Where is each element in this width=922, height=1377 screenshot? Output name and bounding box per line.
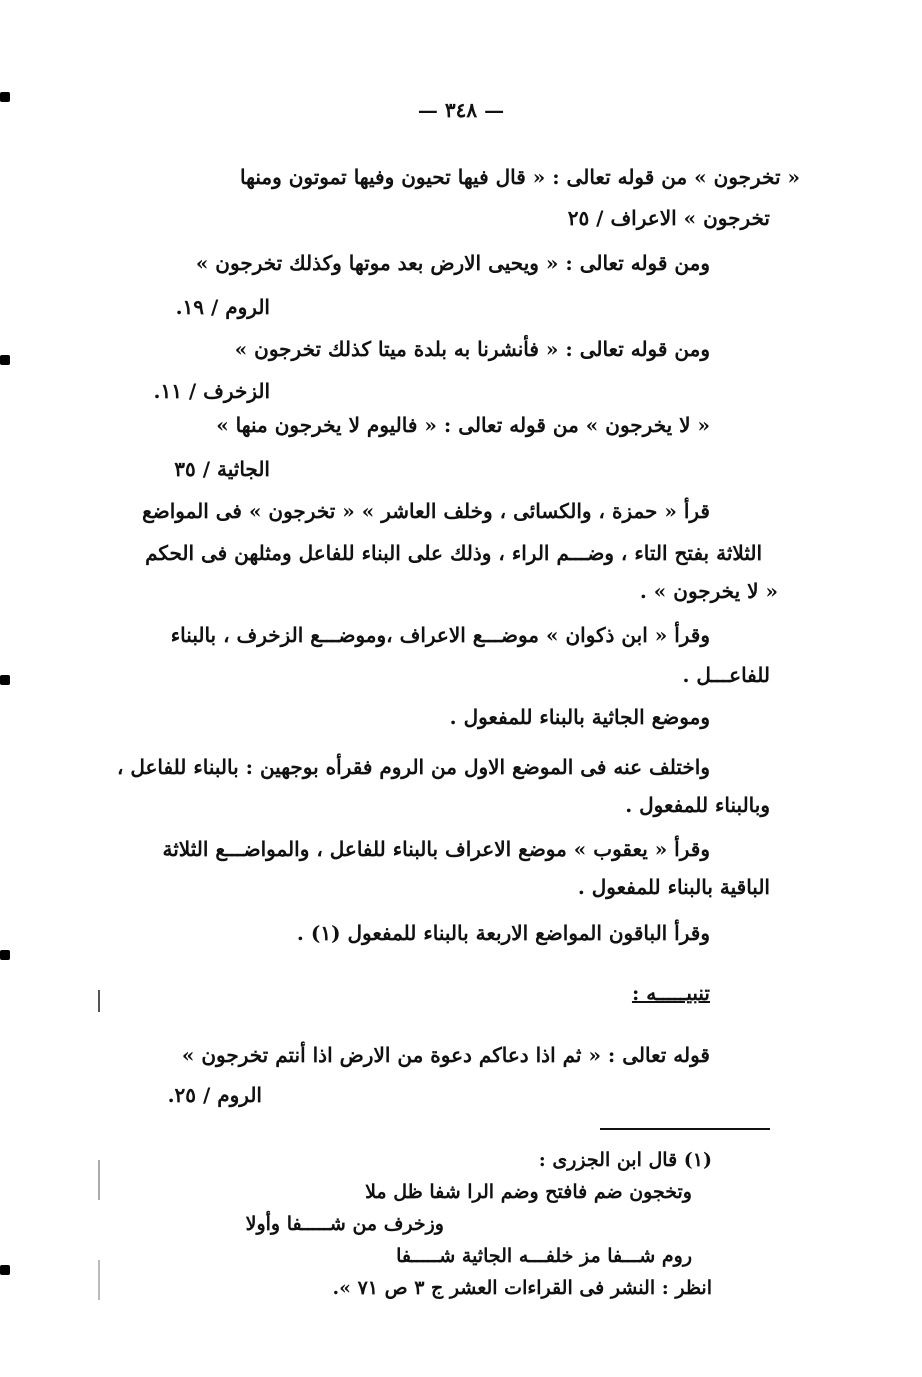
- scan-tick: [98, 1160, 100, 1200]
- text-line-14: وموضع الجاثية بالبناء للمفعول .: [449, 705, 710, 729]
- text-line-2: تخرجون » الاعراف / ٢٥: [567, 206, 770, 230]
- text-line-5: ومن قوله تعالى : « فأنشرنا به بلدة ميتا كذلك تخرجون »: [234, 337, 710, 361]
- footnote-line-5: انظر : النشر فى القراءات العشر ج ٣ ص ٧١ ».: [332, 1277, 712, 1299]
- footnote-separator: [600, 1128, 770, 1130]
- text-line-8: الجاثية / ٣٥: [174, 457, 270, 481]
- scan-mark: [0, 92, 10, 102]
- scan-tick: [98, 1260, 100, 1300]
- text-line-4: الروم / ١٩.: [175, 295, 270, 319]
- scan-mark: [0, 950, 10, 960]
- text-line-15: واختلف عنه فى الموضع الاول من الروم فقرأه بوجهين : بالبناء للفاعل ،: [116, 755, 710, 779]
- scan-mark: [0, 1265, 10, 1275]
- footnote-line-3: وزخرف من شـــــفا وأولا: [245, 1213, 444, 1235]
- text-line-18: الباقية بالبناء للمفعول .: [577, 875, 770, 899]
- text-line-21: الروم / ٢٥.: [167, 1083, 262, 1107]
- footnote-line-2: وتخجون ضم فافتح وضم الرا شفا ظل ملا: [365, 1181, 692, 1203]
- text-line-10: الثلاثة بفتح التاء ، وضـــم الراء ، وذلك على البناء للفاعل ومثلهن فى الحكم: [145, 541, 762, 565]
- page-number: — ٣٤٨ —: [417, 98, 505, 122]
- scan-mark: [0, 355, 10, 365]
- footnote-line-4: روم شـــفا مز خلفـــه الجاثية شـــــفا: [396, 1245, 692, 1267]
- footnote-line-1: (١) قال ابن الجزرى :: [538, 1149, 712, 1171]
- scan-mark: [0, 675, 10, 685]
- text-line-16: وبالبناء للمفعول .: [625, 793, 770, 817]
- scan-tick: [98, 990, 100, 1012]
- text-line-12: وقرأ « ابن ذكوان » موضـــع الاعراف ،وموضـــع الزخرف ، بالبناء: [170, 623, 710, 647]
- text-line-3: ومن قوله تعالى : « ويحيى الارض بعد موتها وكذلك تخرجون »: [195, 251, 710, 275]
- text-line-19: وقرأ الباقون المواضع الاربعة بالبناء للمفعول (١) .: [296, 921, 710, 945]
- text-line-17: وقرأ « يعقوب » موضع الاعراف بالبناء للفاعل ، والمواضـــع الثلاثة: [162, 837, 710, 861]
- text-line-11: « لا يخرجون » .: [639, 579, 778, 603]
- text-line-20: قوله تعالى : « ثم اذا دعاكم دعوة من الارض اذا أنتم تخرجون »: [181, 1043, 710, 1067]
- text-line-6: الزخرف / ١١.: [153, 379, 270, 403]
- text-line-9: قرأ « حمزة ، والكسائى ، وخلف العاشر » « تخرجون » فى المواضع: [142, 499, 710, 523]
- text-line-1: « تخرجون » من قوله تعالى : « قال فيها تحيون وفيها تموتون ومنها: [240, 165, 800, 189]
- text-line-13: للفاعـــل .: [682, 663, 770, 687]
- text-line-7: « لا يخرجون » من قوله تعالى : « فاليوم لا يخرجون منها »: [216, 413, 710, 437]
- notice-heading: تنبيـــــه :: [631, 981, 710, 1005]
